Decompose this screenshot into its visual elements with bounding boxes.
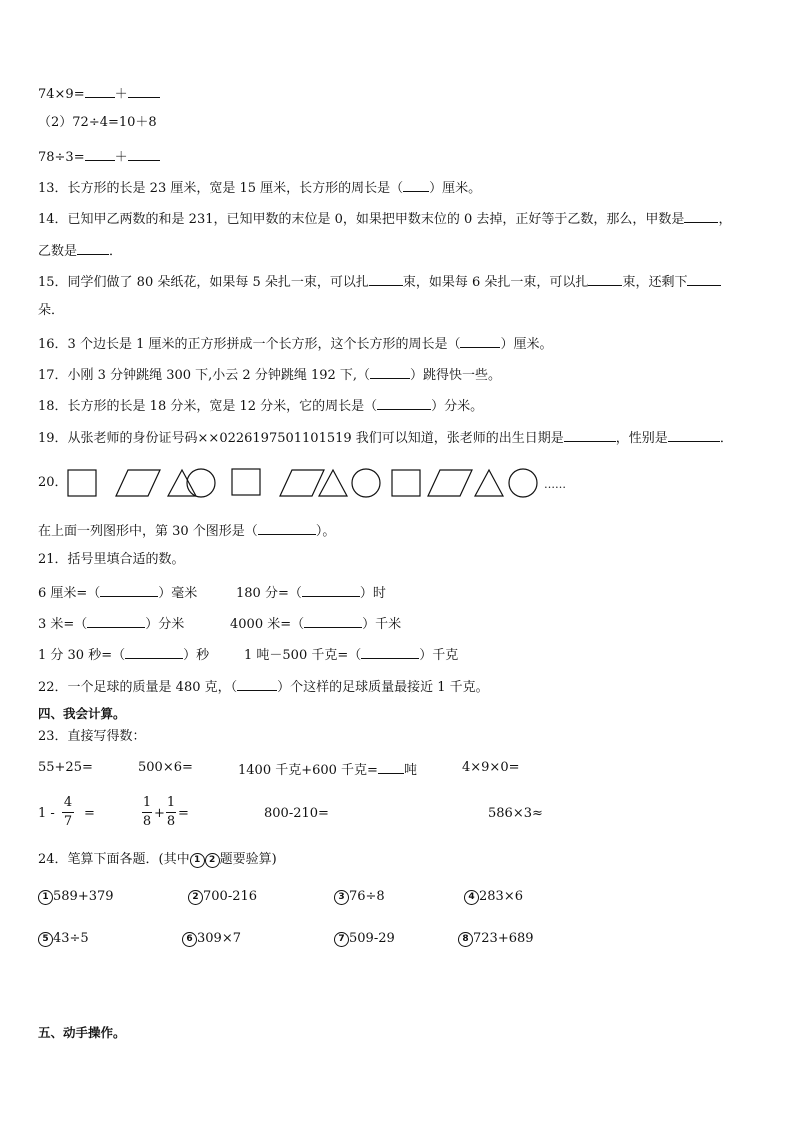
question-text: 13．长方形的长是 23 厘米，宽是 15 厘米，长方形的周长是（ (38, 181, 404, 196)
question-text: 束，如果每 6 朵扎一束，可以扎 (402, 275, 589, 290)
fraction-1-8 (166, 795, 176, 830)
eq-text: 78÷3= (38, 150, 85, 165)
question-14 (38, 208, 731, 229)
question-text: 1 分 30 秒=（ (38, 648, 126, 663)
answer-blank[interactable] (304, 613, 362, 628)
question-text: 180 分=（ (236, 586, 302, 601)
calc-800-210: 800-210= (264, 806, 329, 821)
circled-number: 8 (458, 932, 473, 947)
answer-blank[interactable] (77, 240, 109, 255)
shape-sequence (64, 466, 554, 500)
calc-4x9x0: 4×9×0= (462, 760, 520, 775)
calc-text: 509-29 (349, 931, 395, 946)
triangle-shape (319, 470, 347, 496)
fraction-1-8 (142, 795, 152, 830)
circle-shape (187, 469, 215, 497)
answer-blank[interactable] (258, 520, 316, 535)
question-text: 3 米=（ (38, 617, 88, 632)
calc-item-8 (458, 930, 534, 948)
circle-shape (509, 469, 537, 497)
eq-text: 74×9= (38, 87, 85, 102)
question-text: 乙数是 (38, 244, 78, 259)
denominator: 7 (63, 814, 73, 829)
q21-row-3-left (38, 644, 209, 665)
calc-text: 589+379 (53, 889, 114, 904)
question-17 (38, 364, 501, 385)
circled-number: 7 (334, 932, 349, 947)
calc-text: 43÷5 (53, 931, 89, 946)
q21-row-2-right (230, 613, 401, 634)
numerator: 1 (166, 795, 176, 810)
question-16 (38, 333, 553, 354)
circled-number: 5 (38, 932, 53, 947)
question-text: ，性别是 (615, 431, 668, 446)
question-text: ）个这样的足球质量最接近 1 千克。 (277, 680, 489, 695)
fraction-4-7 (62, 795, 74, 830)
answer-blank[interactable] (128, 146, 160, 161)
answer-blank[interactable] (237, 676, 277, 691)
question-text: ）分米 (145, 617, 185, 632)
fraction-bar (62, 812, 74, 813)
answer-blank[interactable] (687, 271, 721, 286)
parallelogram-shape (428, 470, 472, 496)
circled-number: 6 (182, 932, 197, 947)
question-text: ）千米 (362, 617, 402, 632)
circled-number: 1 (38, 890, 53, 905)
question-text: 15．同学们做了 80 朵纸花，如果每 5 朵扎一束，可以扎 (38, 275, 369, 290)
calc-text: 309×7 (197, 931, 241, 946)
question-text: 题要验算) (219, 852, 277, 867)
calc-586x3: 586×3≈ (488, 806, 543, 821)
question-21: 21．括号里填合适的数。 (38, 552, 185, 567)
answer-blank[interactable] (684, 208, 718, 223)
question-text: ）千克 (419, 648, 459, 663)
parallelogram-shape (280, 470, 324, 496)
square-shape (232, 469, 260, 495)
q21-row-1-right (236, 582, 386, 603)
question-text: 16．3 个边长是 1 厘米的正方形拼成一个长方形，这个长方形的周长是（ (38, 337, 461, 352)
question-18 (38, 395, 483, 416)
circle-shape (352, 469, 380, 497)
eq-72div4: （2）72÷4=10＋8 (38, 115, 157, 130)
circled-number: 2 (205, 853, 220, 868)
question-19 (38, 427, 733, 448)
answer-blank[interactable] (302, 582, 360, 597)
answer-blank[interactable] (361, 644, 419, 659)
question-text: 17．小刚 3 分钟跳绳 300 下,小云 2 分钟跳绳 192 下,（ (38, 368, 371, 383)
calc-55-25: 55+25= (38, 760, 93, 775)
denominator: 8 (166, 814, 176, 829)
q21-row-3-right (244, 644, 458, 665)
answer-blank[interactable] (87, 613, 145, 628)
question-text: 在上面一列图形中，第 30 个图形是（ (38, 524, 258, 539)
square-shape (392, 470, 420, 496)
question-text: 6 厘米=（ (38, 586, 101, 601)
answer-blank[interactable] (85, 146, 115, 161)
answer-blank[interactable] (85, 83, 115, 98)
question-text: ）秒 (183, 648, 210, 663)
question-text: 14．已知甲乙两数的和是 231，已知甲数的末位是 0，如果把甲数末位的 0 去掉，正好等于乙数，那么，甲数是 (38, 212, 685, 227)
question-text: ）毫米 (158, 586, 198, 601)
question-23: 23．直接写得数： (38, 729, 146, 744)
calc-text: 76÷8 (349, 889, 385, 904)
calc-item-3 (334, 888, 385, 906)
answer-blank[interactable] (125, 644, 183, 659)
calc-text: 723+689 (473, 931, 534, 946)
question-text: ）厘米。 (429, 181, 482, 196)
question-text: 束，还剩下 (622, 275, 688, 290)
circled-number: 1 (190, 853, 205, 868)
section-5-heading: 五、动手操作。 (38, 1025, 126, 1040)
plus-sign: ＋ (114, 87, 128, 102)
ellipsis: …… (544, 478, 566, 491)
question-text: 吨 (403, 763, 417, 778)
answer-blank[interactable] (377, 395, 431, 410)
eq-74x9 (38, 83, 160, 104)
question-text: 4000 米=（ (230, 617, 305, 632)
equals-sign: = (84, 806, 95, 821)
plus-sign: ＋ (114, 150, 128, 165)
calc-1400kg (238, 759, 417, 780)
triangle-shape (168, 470, 196, 496)
question-24 (38, 851, 277, 869)
question-text: 24．笔算下面各题．(其中 (38, 852, 190, 867)
calc-500x6: 500×6= (138, 760, 193, 775)
circled-number: 4 (464, 890, 479, 905)
section-4-heading: 四、我会计算。 (38, 706, 126, 721)
answer-blank[interactable] (460, 333, 500, 348)
denominator: 8 (142, 814, 152, 829)
square-shape (68, 470, 96, 496)
parallelogram-shape (116, 470, 160, 496)
calc-item-4 (464, 888, 523, 906)
fraction-bar (166, 812, 176, 813)
question-13 (38, 177, 481, 198)
plus-sign: + (154, 806, 165, 821)
eq-78div3 (38, 146, 160, 167)
circled-number: 3 (334, 890, 349, 905)
question-text: ）。 (315, 524, 336, 539)
question-text: 19．从张老师的身份证号码××0226197501101519 我们可以知道，张老师的出生日期是 (38, 431, 564, 446)
question-14-cont (38, 240, 122, 261)
numerator: 4 (63, 795, 73, 810)
calc-item-7 (334, 930, 395, 948)
calc-1-minus-frac-label: 1 - (38, 806, 55, 821)
equals-sign: = (178, 806, 189, 821)
calc-item-2 (188, 888, 257, 906)
answer-blank[interactable] (128, 83, 160, 98)
answer-blank[interactable] (588, 271, 622, 286)
answer-blank[interactable] (378, 759, 404, 774)
fraction-bar (142, 812, 152, 813)
q21-row-1-left (38, 582, 197, 603)
question-text: ）厘米。 (500, 337, 553, 352)
question-text: 22．一个足球的质量是 480 克，（ (38, 680, 238, 695)
question-text: 18．长方形的长是 18 分米，宽是 12 分米，它的周长是（ (38, 399, 378, 414)
numerator: 1 (142, 795, 152, 810)
calc-item-1 (38, 888, 114, 906)
question-text: ）跳得快一些。 (410, 368, 502, 383)
question-22 (38, 676, 489, 697)
answer-blank[interactable] (668, 427, 720, 442)
question-15 (38, 271, 721, 292)
answer-blank[interactable] (100, 582, 158, 597)
triangle-shape (475, 470, 503, 496)
question-text: ）时 (359, 586, 386, 601)
question-text: ）分米。 (431, 399, 484, 414)
answer-blank[interactable] (564, 427, 616, 442)
question-15-cont: 朵． (38, 303, 65, 318)
question-20-number: 20． (38, 475, 68, 490)
q21-row-2-left (38, 613, 184, 634)
calc-text: 700-216 (203, 889, 258, 904)
question-text: ． (719, 431, 733, 446)
calc-text: 283×6 (479, 889, 523, 904)
question-text: ， (718, 212, 732, 227)
answer-blank[interactable] (370, 364, 410, 379)
calc-item-6 (182, 930, 241, 948)
answer-blank[interactable] (403, 177, 429, 192)
circled-number: 2 (188, 890, 203, 905)
question-text: 1 吨－500 千克=（ (244, 648, 362, 663)
question-text: 1400 千克+600 千克= (238, 763, 378, 778)
question-text: ． (109, 244, 123, 259)
question-20 (38, 520, 335, 541)
calc-item-5 (38, 930, 89, 948)
answer-blank[interactable] (369, 271, 403, 286)
